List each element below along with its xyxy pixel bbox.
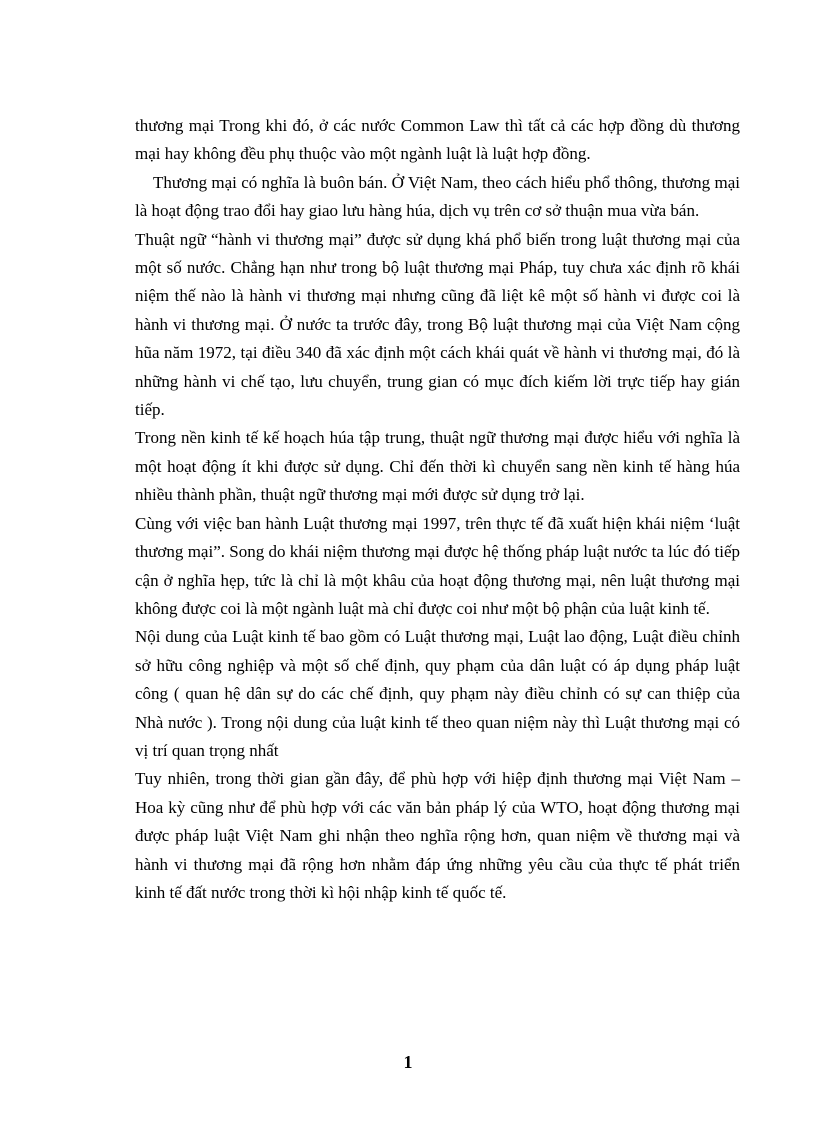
paragraph-1: thương mại Trong khi đó, ở các nước Common Law thì tất cả các hợp đồng dù thương mại hay không đều phụ thuộc vào một ngành luật là luật hợp đồng. <box>135 116 740 164</box>
body-text <box>135 112 740 907</box>
paragraph-4: Trong nền kinh tế kế hoạch húa tập trung, thuật ngữ thương mại được hiểu với nghĩa là một hoạt động ít khi được sử dụng. Chỉ đến thời kì chuyển sang nền kinh tế hàng húa nhiều thành phần, thuật ngữ thương mại mới được sử dụng trở lại. <box>135 428 740 505</box>
paragraph-6: Nội dung của Luật kinh tế bao gồm có Luật thương mại, Luật lao động, Luật điều chỉnh sở hữu công nghiệp và một số chế định, quy phạm của dân luật có áp dụng pháp luật công ( quan hệ dân sự do các chế định, quy phạm này điều chỉnh có sự can thiệp của Nhà nước ). Trong nội dung của luật kinh tế theo quan niệm này thì Luật thương mại có vị trí quan trọng nhất <box>135 627 740 760</box>
paragraph-7: Tuy nhiên, trong thời gian gần đây, để phù hợp với hiệp định thương mại Việt Nam – Hoa kỳ cũng như để phù hợp với các văn bản pháp lý của WTO, hoạt động thương mại được pháp luật Việt Nam ghi nhận theo nghĩa rộng hơn, quan niệm về thương mại và hành vi thương mại đã rộng hơn nhằm đáp ứng những yêu cầu của thực tế phát triển kinh tế đất nước trong thời kì hội nhập kinh tế quốc tế. <box>135 769 740 902</box>
paragraph-3: Thuật ngữ “hành vi thương mại” được sử dụng khá phổ biến trong luật thương mại của một số nước. Chẳng hạn như trong bộ luật thương mại Pháp, tuy chưa xác định rõ khái niệm thế nào là hành vi thương mại nhưng cũng đã liệt kê một số hành vi được coi là hành vi thương mại. Ở nước ta trước đây, trong Bộ luật thương mại của Việt Nam cộng hũa năm 1972, tại điều 340 đã xác định một cách khái quát về hành vi thương mại, đó là những hành vi chế tạo, lưu chuyển, trung gian có mục đích kiếm lời trực tiếp hay gián tiếp. <box>135 229 740 420</box>
page-number: 1 <box>403 1052 413 1072</box>
paragraph-2: Thương mại có nghĩa là buôn bán. Ở Việt Nam, theo cách hiểu phổ thông, thương mại là hoạt động trao đổi hay giao lưu hàng húa, dịch vụ trên cơ sở thuận mua vừa bán. <box>135 172 740 221</box>
paragraph-5: Cùng với việc ban hành Luật thương mại 1997, trên thực tế đã xuất hiện khái niệm ‘luật thương mại”. Song do khái niệm thương mại được hệ thống pháp luật nước ta lúc đó tiếp cận ở nghĩa hẹp, tức là chỉ là một khâu của hoạt động thương mại, nên luật thương mại không được coi là một ngành luật mà chỉ được coi như một bộ phận của luật kinh tế. <box>135 513 740 618</box>
